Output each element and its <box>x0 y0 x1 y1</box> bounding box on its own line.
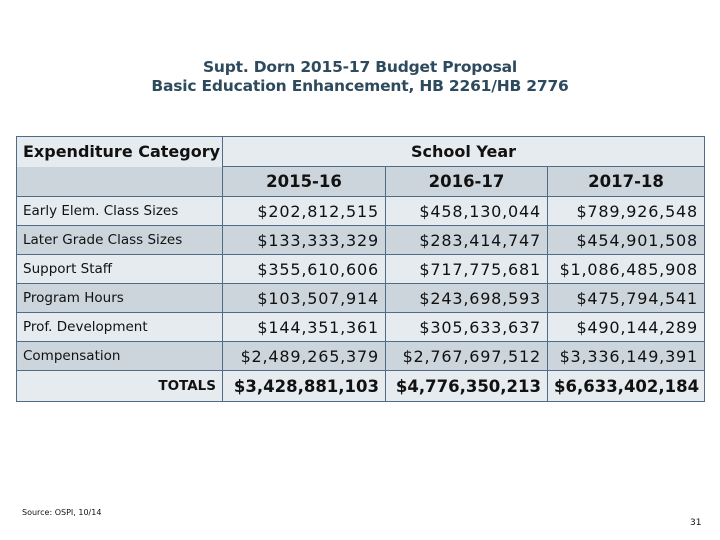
value-cell: $2,489,265,379 <box>223 342 386 371</box>
value-cell: $454,901,508 <box>548 226 705 255</box>
budget-table <box>16 136 705 402</box>
table-row <box>17 342 705 371</box>
value-cell: $144,351,361 <box>223 313 386 342</box>
slide-title <box>0 58 720 96</box>
value-cell: $133,333,329 <box>223 226 386 255</box>
total-cell: $6,633,402,184 <box>548 371 705 402</box>
source-note: Source: OSPI, 10/14 <box>22 508 102 517</box>
value-cell: $305,633,637 <box>386 313 548 342</box>
value-cell: $475,794,541 <box>548 284 705 313</box>
title-line-2: Basic Education Enhancement, HB 2261/HB 2776 <box>151 77 569 95</box>
year-header-2015-16: 2015-16 <box>223 167 386 197</box>
year-header-2017-18: 2017-18 <box>548 167 705 197</box>
value-cell: $243,698,593 <box>386 284 548 313</box>
value-cell: $3,336,149,391 <box>548 342 705 371</box>
totals-label: TOTALS <box>17 371 223 402</box>
value-cell: $490,144,289 <box>548 313 705 342</box>
category-label: Early Elem. Class Sizes <box>17 197 223 226</box>
header-row-1 <box>17 137 705 167</box>
category-label: Program Hours <box>17 284 223 313</box>
category-label: Compensation <box>17 342 223 371</box>
value-cell: $103,507,914 <box>223 284 386 313</box>
title-line-1: Supt. Dorn 2015-17 Budget Proposal <box>202 58 518 76</box>
table-row <box>17 313 705 342</box>
value-cell: $283,414,747 <box>386 226 548 255</box>
category-label: Support Staff <box>17 255 223 284</box>
total-cell: $4,776,350,213 <box>386 371 548 402</box>
table-row <box>17 255 705 284</box>
totals-row <box>17 371 705 402</box>
year-header-2016-17: 2016-17 <box>386 167 548 197</box>
school-year-header: School Year <box>223 137 705 167</box>
table-row <box>17 284 705 313</box>
value-cell: $202,812,515 <box>223 197 386 226</box>
header-row-2 <box>17 167 705 197</box>
page-number: 31 <box>690 518 702 528</box>
table-row <box>17 226 705 255</box>
value-cell: $789,926,548 <box>548 197 705 226</box>
value-cell: $458,130,044 <box>386 197 548 226</box>
table-row <box>17 197 705 226</box>
value-cell: $717,775,681 <box>386 255 548 284</box>
value-cell: $2,767,697,512 <box>386 342 548 371</box>
category-label: Prof. Development <box>17 313 223 342</box>
expenditure-category-header: Expenditure Category <box>17 137 223 167</box>
blank-header-cell <box>17 167 223 197</box>
value-cell: $1,086,485,908 <box>548 255 705 284</box>
category-label: Later Grade Class Sizes <box>17 226 223 255</box>
value-cell: $355,610,606 <box>223 255 386 284</box>
total-cell: $3,428,881,103 <box>223 371 386 402</box>
